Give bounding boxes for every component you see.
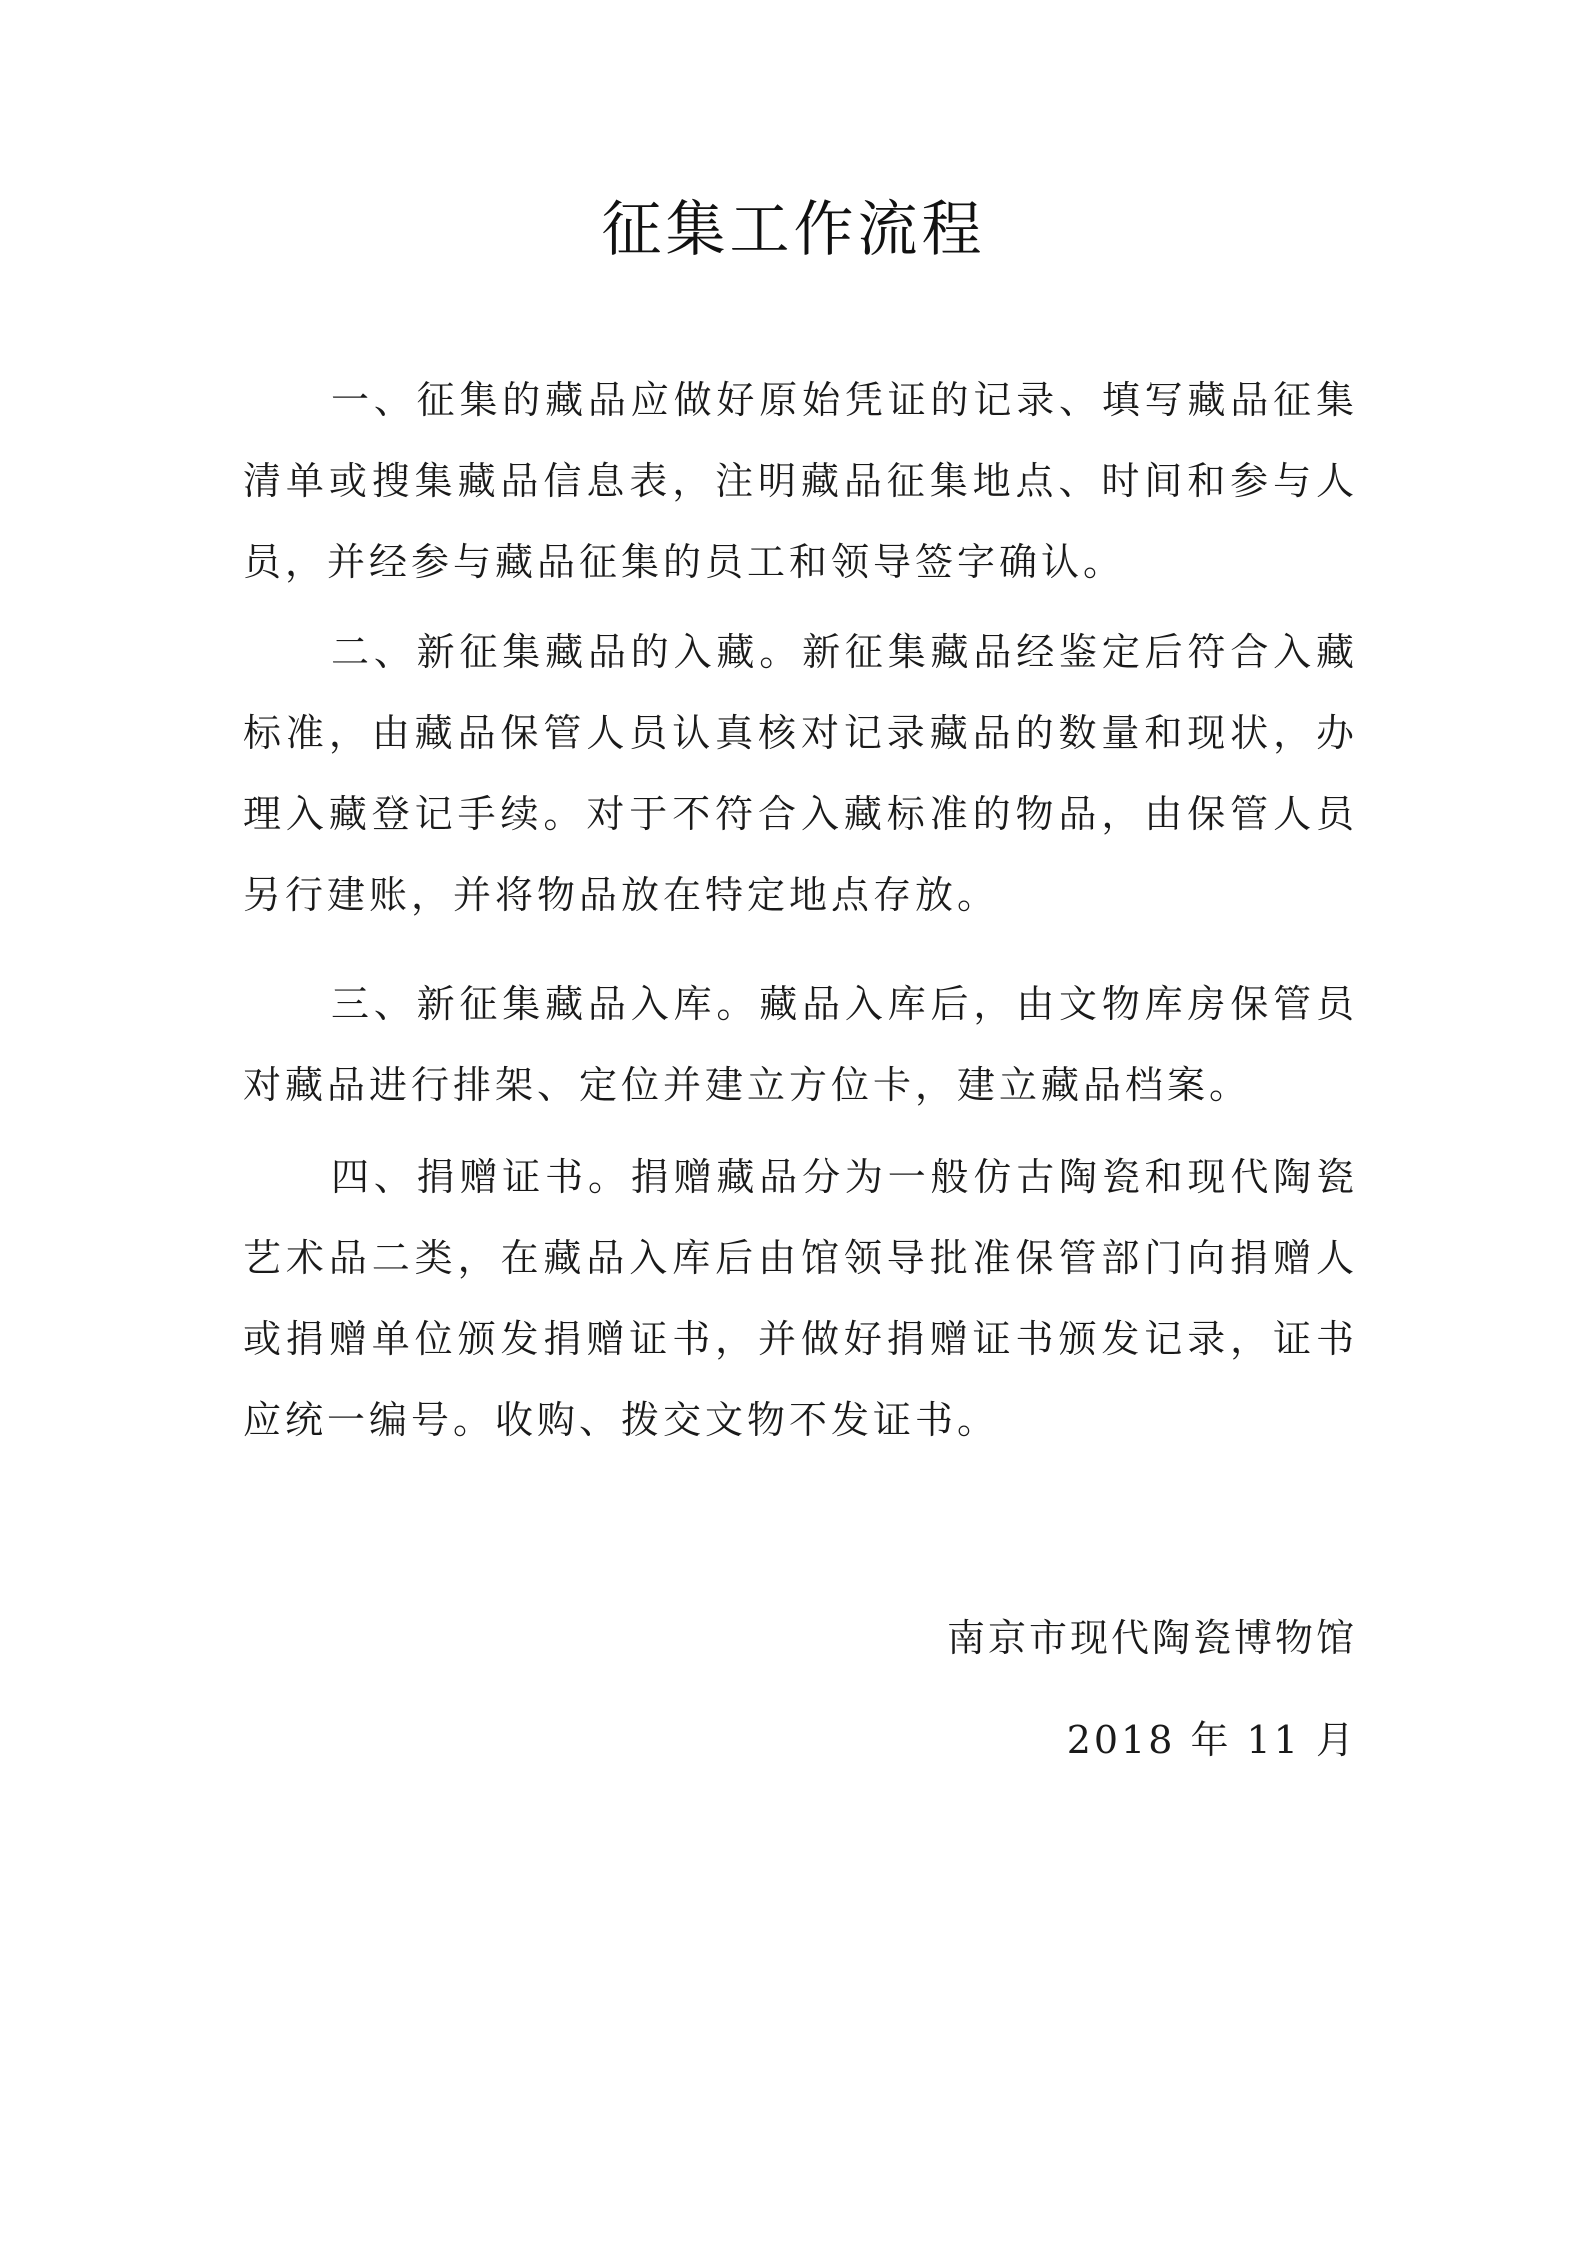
signature-organization: 南京市现代陶瓷博物馆: [946, 1616, 1357, 1660]
paragraph-2: 二、新征集藏品的入藏。新征集藏品经鉴定后符合入藏标准，由藏品保管人员认真核对记录藏品的数量和现状，办理入藏登记手续。对于不符合入藏标准的物品，由保管人员另行建账，并将物品放在特定地点存放。: [243, 630, 1358, 917]
paragraph-4: 四、捐赠证书。捐赠藏品分为一般仿古陶瓷和现代陶瓷艺术品二类，在藏品入库后由馆领导批准保管部门向捐赠人或捐赠单位颁发捐赠证书，并做好捐赠证书颁发记录，证书应统一编号。收购、拨交文物不发证书。: [243, 1155, 1358, 1442]
paragraph-3: 三、新征集藏品入库。藏品入库后，由文物库房保管员对藏品进行排架、定位并建立方位卡，建立藏品档案。: [243, 982, 1358, 1107]
signature-date: 2018 年 11 月: [1066, 1718, 1357, 1762]
paragraph-1: 一、征集的藏品应做好原始凭证的记录、填写藏品征集清单或搜集藏品信息表，注明藏品征集地点、时间和参与人员，并经参与藏品征集的员工和领导签字确认。: [243, 378, 1358, 584]
document-title: 征集工作流程: [601, 195, 986, 265]
